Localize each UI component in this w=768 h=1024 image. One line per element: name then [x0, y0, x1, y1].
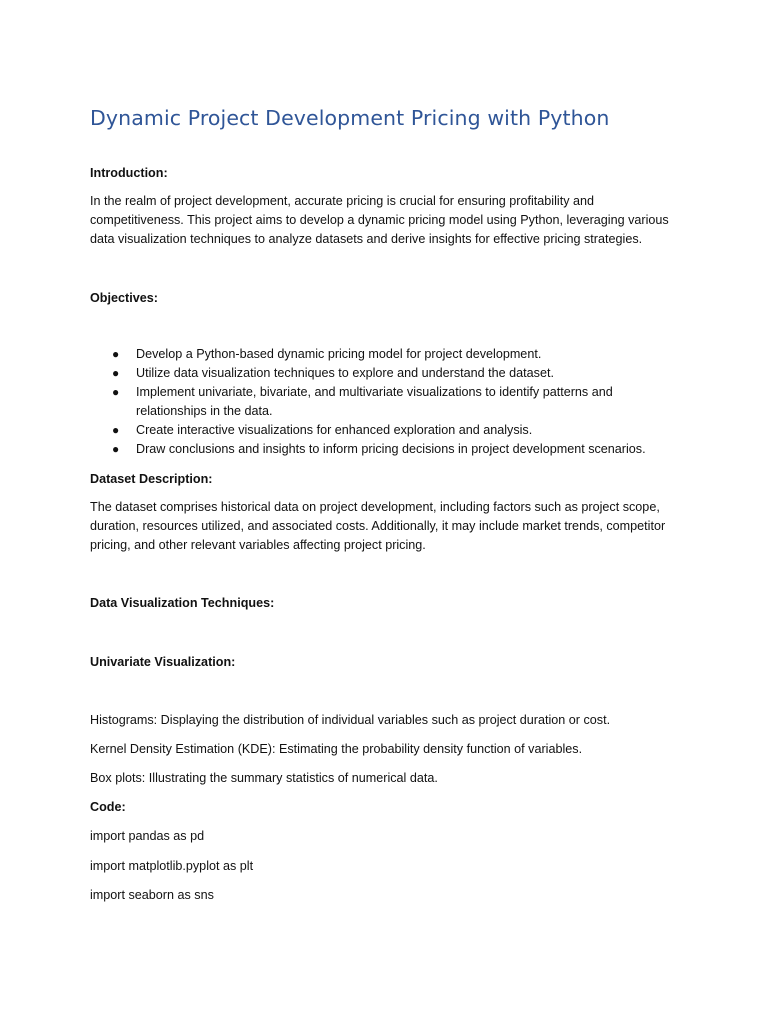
bullet-icon: ● [112, 385, 120, 399]
list-item-text: Implement univariate, bivariate, and multivariate visualizations to identify patterns and [136, 385, 613, 399]
introduction-heading: Introduction: [90, 166, 168, 180]
list-item-text: Develop a Python-based dynamic pricing model for project development. [136, 347, 542, 361]
list-item [90, 364, 690, 383]
objectives-heading: Objectives: [90, 291, 158, 305]
bullet-icon: ● [112, 366, 120, 380]
paragraph-line: competitiveness. This project aims to develop a dynamic pricing model using Python, leveraging various [90, 213, 669, 228]
introduction-paragraph [90, 192, 690, 250]
histograms-text: Histograms: Displaying the distribution of individual variables such as project duration or cost. [90, 713, 611, 727]
code-line: import pandas as pd [90, 829, 205, 843]
code-line: import matplotlib.pyplot as plt [90, 859, 254, 873]
data-visualization-heading: Data Visualization Techniques: [90, 596, 275, 610]
bullet-icon: ● [112, 442, 120, 456]
list-item-text: Draw conclusions and insights to inform pricing decisions in project development scenarios. [136, 442, 646, 456]
code-line: import seaborn as sns [90, 888, 214, 902]
list-item-text: Utilize data visualization techniques to explore and understand the dataset. [136, 366, 554, 380]
paragraph-line: pricing, and other relevant variables affecting project pricing. [90, 538, 426, 553]
univariate-heading: Univariate Visualization: [90, 655, 236, 669]
code-heading: Code: [90, 800, 126, 814]
dataset-paragraph [90, 498, 690, 556]
paragraph-line: In the realm of project development, accurate pricing is crucial for ensuring profitability and [90, 194, 595, 208]
bullet-icon: ● [112, 347, 120, 361]
list-item [90, 383, 690, 421]
boxplots-text: Box plots: Illustrating the summary statistics of numerical data. [90, 771, 438, 785]
paragraph-line: duration, resources utilized, and associated costs. Additionally, it may include market trends, competitor [90, 519, 666, 534]
document-title: Dynamic Project Development Pricing with Python [90, 106, 610, 130]
list-item-text: Create interactive visualizations for enhanced exploration and analysis. [136, 423, 533, 437]
bullet-icon: ● [112, 423, 120, 437]
paragraph-line: data visualization techniques to analyze datasets and derive insights for effective pricing strategies. [90, 232, 643, 247]
objectives-list [90, 345, 690, 459]
list-item [90, 440, 690, 459]
dataset-heading: Dataset Description: [90, 472, 213, 486]
kde-text: Kernel Density Estimation (KDE): Estimating the probability density function of variables. [90, 742, 583, 756]
list-item [90, 421, 690, 440]
paragraph-line: The dataset comprises historical data on project development, including factors such as project scope, [90, 500, 660, 514]
list-item-text: relationships in the data. [136, 404, 273, 418]
list-item [90, 345, 690, 364]
